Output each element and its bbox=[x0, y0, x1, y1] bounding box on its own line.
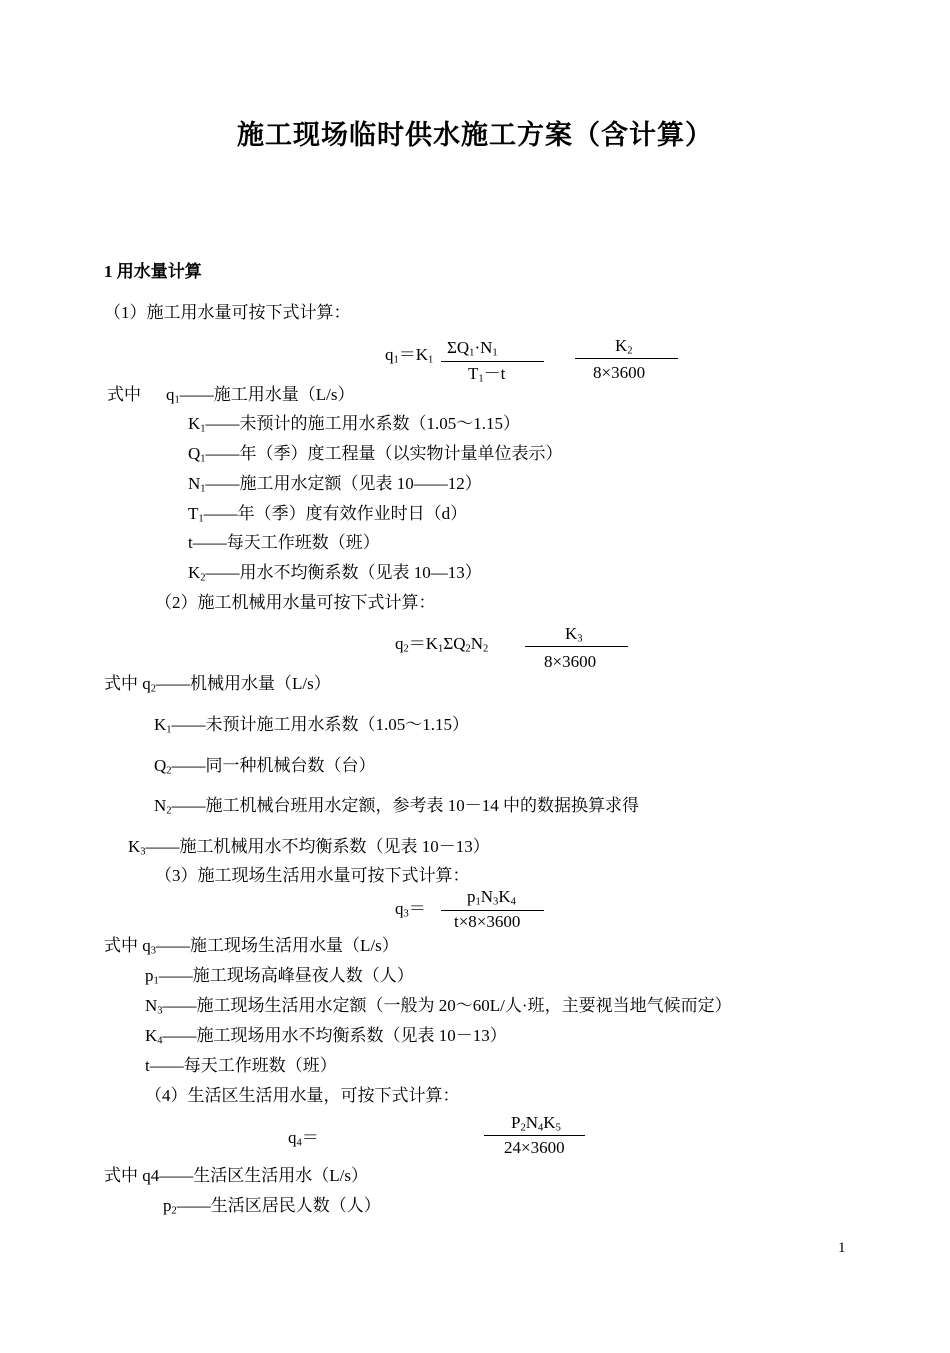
formula-q2-denominator: 8×3600 bbox=[544, 652, 597, 671]
formula-q3-lhs: $q_3=$ bbox=[395, 899, 426, 920]
definition-item: $T_1——$年（季）度有效作业时日（d） bbox=[188, 504, 468, 525]
definition-item: 式中 q4——生活区生活用水（L/s） bbox=[104, 1166, 368, 1185]
paragraph-intro-4: （4）生活区生活用水量，可按下式计算： bbox=[145, 1086, 460, 1105]
formula-q2-lhs: $q_2=K_1\Sigma Q_2N_2$ bbox=[395, 634, 489, 655]
formula-q4-denominator: 24×3600 bbox=[504, 1138, 565, 1157]
definition-item: $Q_2——$同一种机械台数（台） bbox=[154, 756, 376, 777]
paragraph-intro-1: （1）施工用水量可按下式计算： bbox=[104, 303, 351, 322]
section-heading: 1 用水量计算 bbox=[104, 262, 202, 281]
definition-item: $p_1——$施工现场高峰昼夜人数（人） bbox=[145, 966, 414, 987]
formula-q3-numerator: $p_1N_3K_4$ bbox=[467, 887, 516, 908]
definition-item: $K_4——$施工现场用水不均衡系数（见表 10－13） bbox=[145, 1026, 507, 1047]
page-number: 1 bbox=[838, 1240, 846, 1256]
formula-q1-fraction-bar-2 bbox=[575, 358, 678, 359]
definition-item: $K_2——$用水不均衡系数（见表 10—13） bbox=[188, 563, 482, 584]
definition-item: $p_2——$生活区居民人数（人） bbox=[163, 1196, 381, 1217]
formula-q3-fraction-bar bbox=[441, 910, 544, 911]
definition-item: $N_3——$施工现场生活用水定额（一般为 20～60L/人·班，主要视当地气候而定） bbox=[145, 996, 732, 1017]
formula-q2-numerator: $K_3$ bbox=[565, 624, 583, 645]
paragraph-intro-2: （2）施工机械用水量可按下式计算： bbox=[155, 593, 436, 612]
definition-item: 式中 $q_2——$机械用水量（L/s） bbox=[104, 674, 331, 695]
formula-q1-numerator: $\Sigma Q_1\cdot N_1$ bbox=[447, 338, 498, 359]
formula-q4-fraction-bar bbox=[484, 1135, 585, 1136]
formula-q1-lhs: $q_1=K_1$ bbox=[385, 345, 434, 366]
definition-item: t——每天工作班数（班） bbox=[188, 533, 380, 552]
formula-q1-denominator: $T_1-t$ bbox=[468, 364, 506, 385]
definition-item: $K_1——$未预计施工用水系数（1.05～1.15） bbox=[154, 715, 470, 736]
definition-item: 式中 $q_3——$施工现场生活用水量（L/s） bbox=[104, 936, 399, 957]
definition-item: t——每天工作班数（班） bbox=[145, 1056, 337, 1075]
definition-item: $Q_1——$年（季）度工程量（以实物计量单位表示） bbox=[188, 444, 563, 465]
formula-q1-numerator-2: $K_2$ bbox=[615, 336, 633, 357]
paragraph-intro-3: （3）施工现场生活用水量可按下式计算： bbox=[155, 866, 470, 885]
definition-item: $N_1——$施工用水定额（见表 10——12） bbox=[188, 474, 482, 495]
formula-q1-denominator-2: 8×3600 bbox=[593, 363, 646, 382]
where-label: 式中 bbox=[107, 385, 141, 404]
definition-item: $K_1——$未预计的施工用水系数（1.05～1.15） bbox=[188, 414, 521, 435]
formula-q3-denominator: t×8×3600 bbox=[454, 912, 521, 931]
formula-q4-lhs: $q_4=$ bbox=[288, 1128, 319, 1149]
formula-q1-fraction-bar bbox=[441, 361, 544, 362]
document-title: 施工现场临时供水施工方案（含计算） bbox=[237, 120, 713, 150]
definition-item: $q_1——$施工用水量（L/s） bbox=[166, 385, 355, 406]
definition-item: $K_3——$施工机械用水不均衡系数（见表 10－13） bbox=[128, 837, 490, 858]
formula-q4-numerator: $P_2N_4K_5$ bbox=[511, 1113, 561, 1134]
definition-item: $N_2——$施工机械台班用水定额，参考表 10－14 中的数据换算求得 bbox=[154, 796, 640, 817]
formula-q2-fraction-bar bbox=[525, 646, 628, 647]
